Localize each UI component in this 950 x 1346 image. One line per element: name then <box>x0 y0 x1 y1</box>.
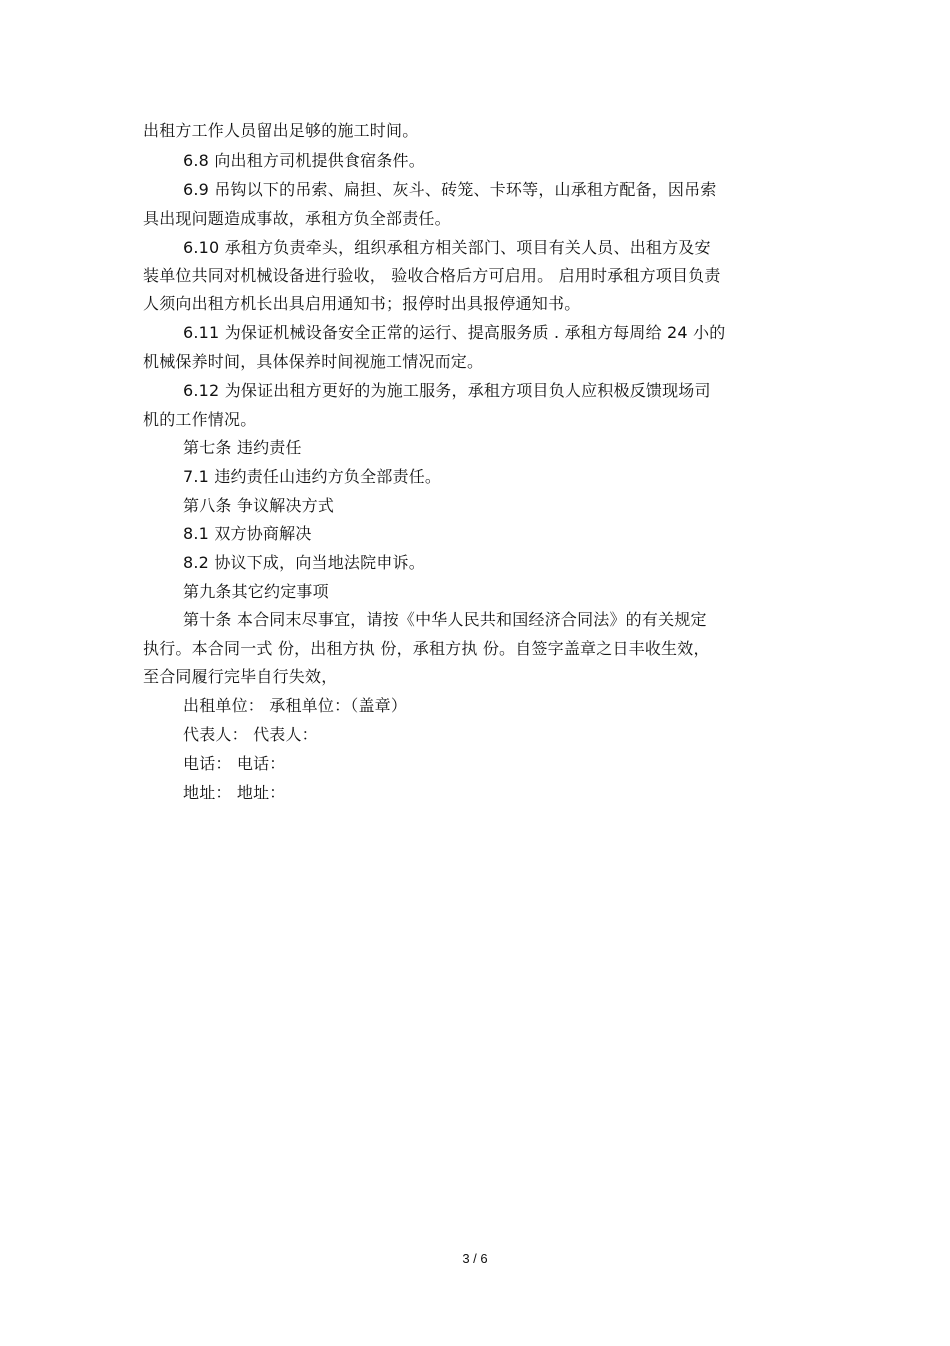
section-heading: 第九条其它约定事项 <box>183 582 329 601</box>
text-line: 6.12 为保证出租方更好的为施工服务，承租方项目负人应积极反馈现场司 <box>183 381 711 400</box>
signature-field-representative: 代表人： 代表人： <box>183 725 318 744</box>
section-heading: 第八条 争议解决方式 <box>183 496 335 515</box>
section-heading: 第七条 违约责任 <box>183 438 302 457</box>
signature-field-unit: 出租单位： 承租单位：（盖章） <box>183 696 408 715</box>
text-line: 机的工作情况。 <box>143 410 257 429</box>
text-line: 具出现问题造成事故，承租方负全部责任。 <box>143 209 451 228</box>
text-line: 6.8 向出租方司机提供食宿条件。 <box>183 151 425 170</box>
text-line: 6.10 承租方负责牵头，组织承租方相关部门、项目有关人员、出租方及安 <box>183 238 711 257</box>
signature-field-phone: 电话： 电话： <box>183 754 286 773</box>
text-line: 出租方工作人员留出足够的施工时间。 <box>143 121 419 140</box>
page-number: 3 / 6 <box>462 1251 488 1266</box>
text-line: 7.1 违约责任山违约方负全部责任。 <box>183 467 442 486</box>
section-heading: 第十条 本合同末尽事宜，请按《中华人民共和国经济合同法》的有关规定 <box>183 610 707 629</box>
text-line: 6.11 为保证机械设备安全正常的运行、提高服务质 . 承租方每周给 24 小的 <box>183 323 726 342</box>
text-line: 8.1 双方协商解决 <box>183 524 312 543</box>
text-line: 人须向出租方机长出具启用通知书；报停时出具报停通知书。 <box>143 294 581 313</box>
text-line: 装单位共同对机械设备进行验收， 验收合格后方可启用。 启用时承租方项目负责 <box>143 266 721 285</box>
text-line: 至合同履行完毕自行失效， <box>143 667 338 686</box>
signature-field-address: 地址： 地址： <box>183 783 286 802</box>
text-line: 8.2 协议下成，向当地法院申诉。 <box>183 553 425 572</box>
text-line: 机械保养时间，具体保养时间视施工情况而定。 <box>143 352 484 371</box>
text-line: 执行。本合同一式 份，出租方执 份，承租方执 份。自签字盖章之日丰收生效， <box>143 639 710 658</box>
text-line: 6.9 吊钩以下的吊索、扁担、灰斗、砖笼、卡环等，山承租方配备，因吊索 <box>183 180 717 199</box>
